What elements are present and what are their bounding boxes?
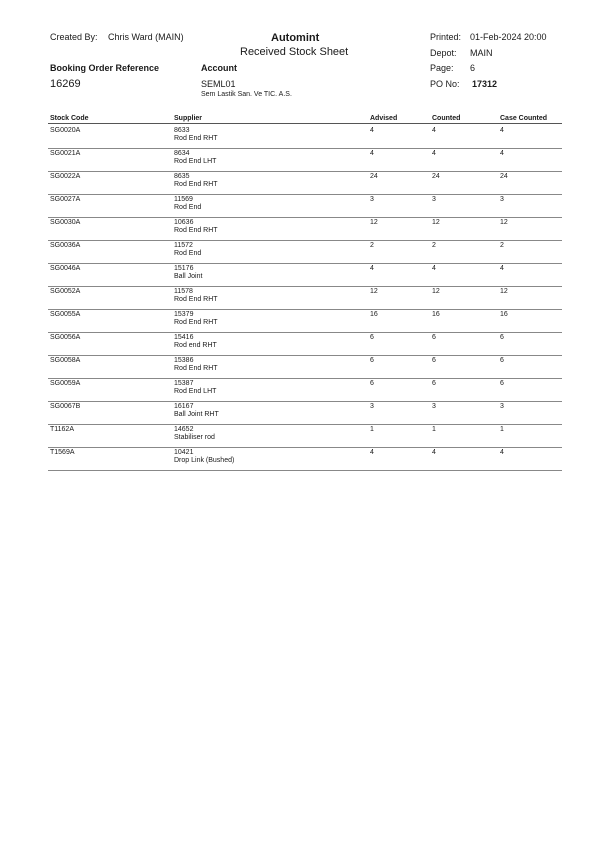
created-by-value: Chris Ward (MAIN) xyxy=(108,32,184,42)
counted-qty: 2 xyxy=(432,242,436,249)
counted-qty: 4 xyxy=(432,127,436,134)
account-value: SEML01 xyxy=(201,79,236,89)
case-counted-qty: 4 xyxy=(500,449,504,456)
item-description: Rod End RHT xyxy=(174,319,218,326)
stock-code: T1569A xyxy=(50,449,75,456)
counted-qty: 4 xyxy=(432,265,436,272)
case-counted-qty: 6 xyxy=(500,357,504,364)
advised-qty: 1 xyxy=(370,426,374,433)
case-counted-qty: 12 xyxy=(500,288,508,295)
header-divider xyxy=(48,123,562,124)
case-counted-qty: 3 xyxy=(500,196,504,203)
supplier-code: 15176 xyxy=(174,265,194,272)
counted-qty: 6 xyxy=(432,357,436,364)
stock-code: SG0020A xyxy=(50,127,81,134)
table-row xyxy=(48,240,562,264)
supplier-code: 14652 xyxy=(174,426,194,433)
stock-code: SG0052A xyxy=(50,288,81,295)
supplier-code: 10636 xyxy=(174,219,194,226)
col-counted: Counted xyxy=(432,115,461,122)
case-counted-qty: 4 xyxy=(500,265,504,272)
table-row xyxy=(48,125,562,149)
item-description: Rod End RHT xyxy=(174,365,218,372)
sheet-title: Received Stock Sheet xyxy=(240,46,349,58)
case-counted-qty: 6 xyxy=(500,380,504,387)
advised-qty: 3 xyxy=(370,403,374,410)
supplier-code: 8634 xyxy=(174,150,190,157)
case-counted-qty: 24 xyxy=(500,173,508,180)
table-row xyxy=(48,355,562,379)
case-counted-qty: 4 xyxy=(500,127,504,134)
stock-code: SG0030A xyxy=(50,219,81,226)
advised-qty: 4 xyxy=(370,449,374,456)
page-value: 6 xyxy=(470,63,476,73)
depot-label: Depot: xyxy=(430,48,457,58)
account-label: Account xyxy=(201,63,237,73)
table-row xyxy=(48,309,562,333)
item-description: Rod End xyxy=(174,204,202,211)
item-description: Drop Link (Bushed) xyxy=(174,457,235,464)
counted-qty: 3 xyxy=(432,403,436,410)
supplier-code: 15387 xyxy=(174,380,194,387)
advised-qty: 12 xyxy=(370,288,378,295)
case-counted-qty: 6 xyxy=(500,334,504,341)
stock-code: SG0055A xyxy=(50,311,81,318)
table-row xyxy=(48,286,562,310)
item-description: Rod End RHT xyxy=(174,135,218,142)
counted-qty: 24 xyxy=(432,173,440,180)
counted-qty: 12 xyxy=(432,288,440,295)
stock-code: SG0059A xyxy=(50,380,81,387)
printed-label: Printed: xyxy=(430,32,462,42)
item-description: Rod End RHT xyxy=(174,181,218,188)
page-label: Page: xyxy=(430,63,454,73)
advised-qty: 6 xyxy=(370,380,374,387)
counted-qty: 3 xyxy=(432,196,436,203)
supplier-code: 11572 xyxy=(174,242,193,249)
booking-ref-value: 16269 xyxy=(50,78,81,90)
stock-code: SG0036A xyxy=(50,242,81,249)
po-label: PO No: xyxy=(430,79,460,89)
counted-qty: 4 xyxy=(432,150,436,157)
item-description: Ball Joint xyxy=(174,273,203,280)
supplier-code: 15416 xyxy=(174,334,194,341)
supplier-code: 15386 xyxy=(174,357,194,364)
advised-qty: 4 xyxy=(370,150,374,157)
advised-qty: 16 xyxy=(370,311,378,318)
booking-ref-label: Booking Order Reference xyxy=(50,63,160,73)
stock-code: SG0021A xyxy=(50,150,81,157)
table-row xyxy=(48,447,562,471)
counted-qty: 12 xyxy=(432,219,440,226)
advised-qty: 3 xyxy=(370,196,374,203)
item-description: Ball Joint RHT xyxy=(174,411,219,418)
item-description: Rod End LHT xyxy=(174,388,217,395)
stock-code: SG0067B xyxy=(50,403,81,410)
table-row xyxy=(48,263,562,287)
company-name: Automint xyxy=(271,32,320,44)
counted-qty: 6 xyxy=(432,334,436,341)
supplier-code: 11578 xyxy=(174,288,193,295)
supplier-code: 11569 xyxy=(174,196,193,203)
account-name: Sem Lastik San. Ve TIC. A.S. xyxy=(201,91,292,98)
advised-qty: 2 xyxy=(370,242,374,249)
table-row xyxy=(48,217,562,241)
case-counted-qty: 1 xyxy=(500,426,504,433)
depot-value: MAIN xyxy=(470,48,493,58)
item-description: Rod End RHT xyxy=(174,227,218,234)
item-description: Rod End RHT xyxy=(174,296,218,303)
table-row xyxy=(48,424,562,448)
supplier-code: 15379 xyxy=(174,311,194,318)
case-counted-qty: 4 xyxy=(500,150,504,157)
item-description: Stabiliser rod xyxy=(174,434,215,441)
po-value: 17312 xyxy=(472,79,498,89)
case-counted-qty: 3 xyxy=(500,403,504,410)
counted-qty: 4 xyxy=(432,449,436,456)
advised-qty: 24 xyxy=(370,173,378,180)
advised-qty: 4 xyxy=(370,127,374,134)
supplier-code: 8635 xyxy=(174,173,190,180)
item-description: Rod End xyxy=(174,250,202,257)
table-row xyxy=(48,171,562,195)
stock-code: SG0027A xyxy=(50,196,81,203)
table-row xyxy=(48,194,562,218)
table-row xyxy=(48,332,562,356)
col-case-counted: Case Counted xyxy=(500,115,548,122)
item-description: Rod end RHT xyxy=(174,342,217,349)
stock-code: SG0056A xyxy=(50,334,81,341)
supplier-code: 16167 xyxy=(174,403,194,410)
case-counted-qty: 2 xyxy=(500,242,504,249)
case-counted-qty: 12 xyxy=(500,219,508,226)
counted-qty: 16 xyxy=(432,311,440,318)
stock-code: SG0022A xyxy=(50,173,81,180)
counted-qty: 6 xyxy=(432,380,436,387)
table-row xyxy=(48,148,562,172)
col-stock-code: Stock Code xyxy=(50,115,89,122)
col-advised: Advised xyxy=(370,115,398,122)
counted-qty: 1 xyxy=(432,426,436,433)
advised-qty: 6 xyxy=(370,357,374,364)
col-supplier: Supplier xyxy=(174,115,203,122)
stock-code: SG0046A xyxy=(50,265,81,272)
case-counted-qty: 16 xyxy=(500,311,508,318)
advised-qty: 12 xyxy=(370,219,378,226)
supplier-code: 8633 xyxy=(174,127,190,134)
supplier-code: 10421 xyxy=(174,449,194,456)
item-description: Rod End LHT xyxy=(174,158,217,165)
stock-code: T1162A xyxy=(50,426,74,433)
table-row xyxy=(48,378,562,402)
table-row xyxy=(48,401,562,425)
created-by-label: Created By: xyxy=(50,32,98,42)
printed-value: 01-Feb-2024 20:00 xyxy=(470,32,547,42)
advised-qty: 4 xyxy=(370,265,374,272)
advised-qty: 6 xyxy=(370,334,374,341)
stock-code: SG0058A xyxy=(50,357,81,364)
